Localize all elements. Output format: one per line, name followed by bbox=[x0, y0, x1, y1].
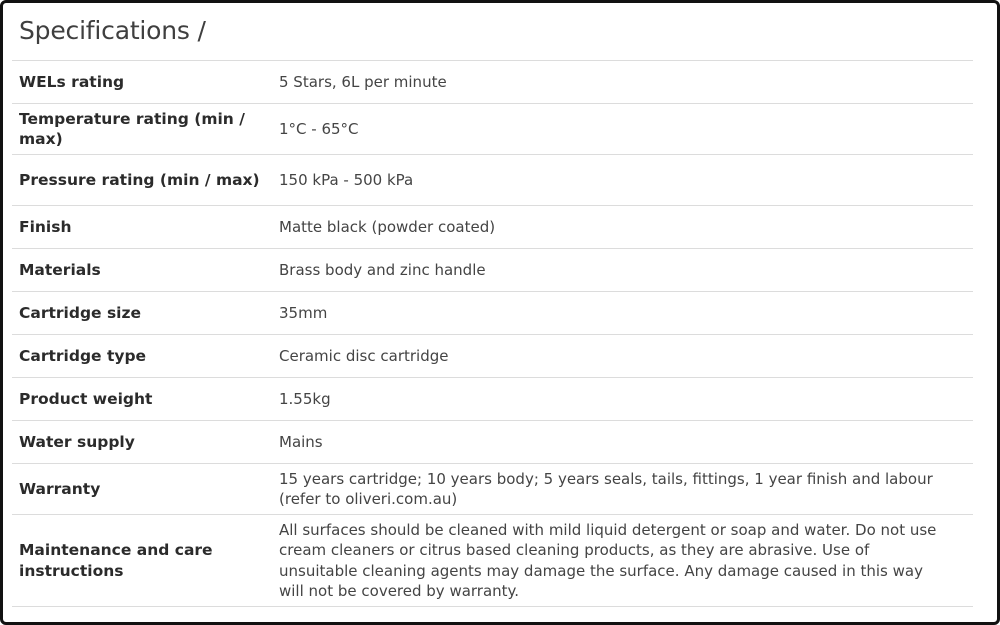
table-row bbox=[12, 104, 973, 155]
spec-value: Brass body and zinc handle bbox=[272, 249, 973, 292]
spec-value: 35mm bbox=[272, 292, 973, 335]
spec-value: 1°C - 65°C bbox=[272, 104, 973, 155]
specifications-table bbox=[12, 60, 973, 607]
spec-label: Finish bbox=[12, 206, 272, 249]
table-row bbox=[12, 206, 973, 249]
spec-value: Matte black (powder coated) bbox=[272, 206, 973, 249]
table-row bbox=[12, 421, 973, 464]
spec-label: Product weight bbox=[12, 378, 272, 421]
spec-value: Ceramic disc cartridge bbox=[272, 335, 973, 378]
spec-value: 5 Stars, 6L per minute bbox=[272, 61, 973, 104]
table-row bbox=[12, 249, 973, 292]
spec-label: Cartridge size bbox=[12, 292, 272, 335]
table-row bbox=[12, 464, 973, 515]
spec-label: Warranty bbox=[12, 464, 272, 515]
table-row bbox=[12, 61, 973, 104]
table-row bbox=[12, 515, 973, 607]
spec-label: WELs rating bbox=[12, 61, 272, 104]
spec-label: Maintenance and care instructions bbox=[12, 515, 272, 607]
table-row bbox=[12, 378, 973, 421]
spec-value: 1.55kg bbox=[272, 378, 973, 421]
spec-label: Pressure rating (min / max) bbox=[12, 155, 272, 206]
table-row bbox=[12, 335, 973, 378]
spec-label: Water supply bbox=[12, 421, 272, 464]
spec-value: Mains bbox=[272, 421, 973, 464]
page-title: Specifications / bbox=[19, 16, 206, 45]
spec-value: 150 kPa - 500 kPa bbox=[272, 155, 973, 206]
spec-label: Cartridge type bbox=[12, 335, 272, 378]
spec-value: All surfaces should be cleaned with mild liquid detergent or soap and water. Do not use cream cleaners or citrus based cleaning products, as they are abrasive. Use of unsuitable cleaning agents may damage the surface. Any damage caused in this way will not be covered by warranty. bbox=[272, 515, 973, 607]
spec-value: 15 years cartridge; 10 years body; 5 years seals, tails, fittings, 1 year finish and labour (refer to oliveri.com.au) bbox=[272, 464, 973, 515]
spec-label: Temperature rating (min / max) bbox=[12, 104, 272, 155]
table-row bbox=[12, 292, 973, 335]
table-row bbox=[12, 155, 973, 206]
spec-label: Materials bbox=[12, 249, 272, 292]
